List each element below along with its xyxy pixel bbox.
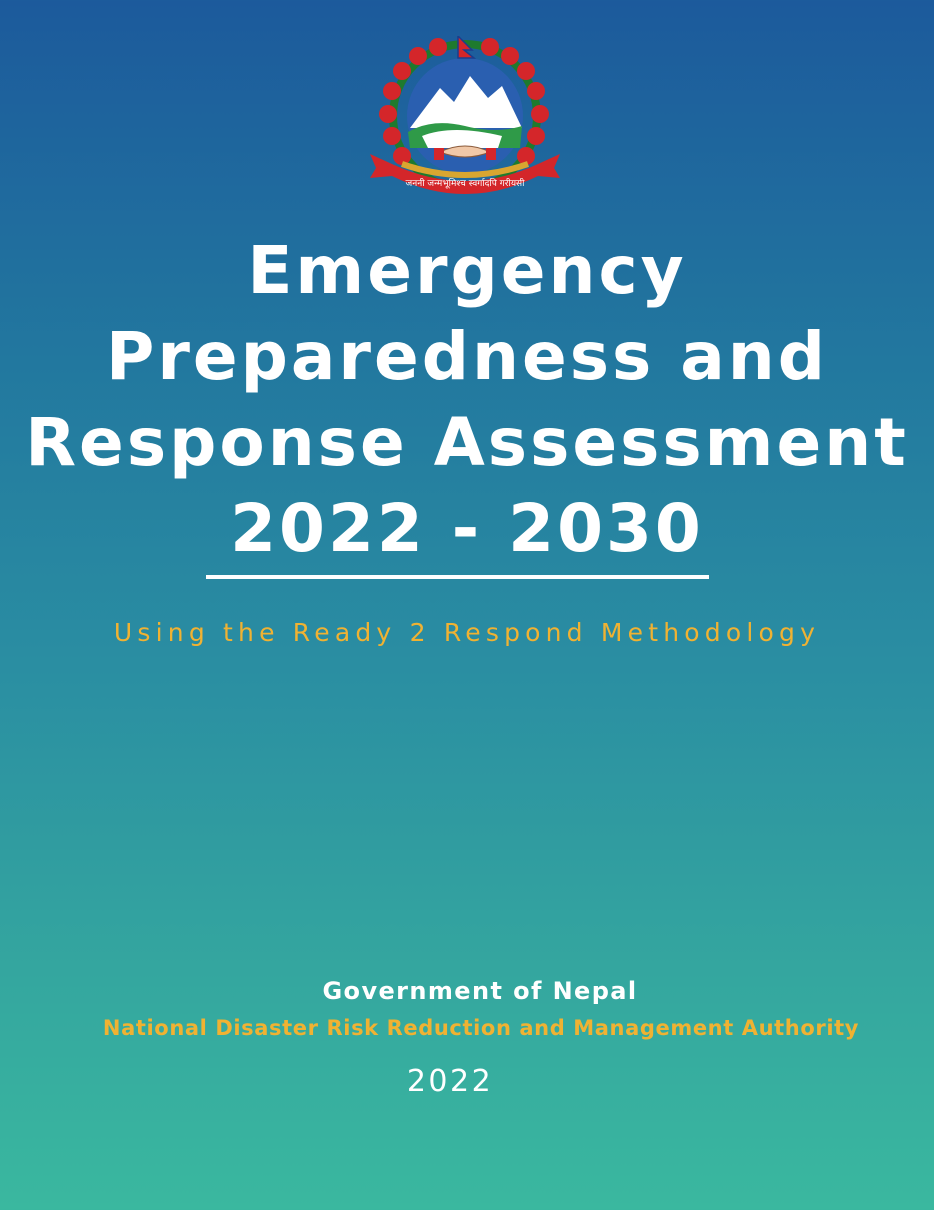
svg-text:जननी जन्मभूमिश्च स्वर्गादपि गर: जननी जन्मभूमिश्च स्वर्गादपि गरीयसी — [405, 179, 525, 189]
government-name: Government of Nepal — [322, 977, 638, 1005]
authority-name: National Disaster Risk Reduction and Management Authority — [102, 1016, 860, 1040]
nepal-coat-of-arms-icon — [362, 36, 568, 206]
report-subtitle: Using the Ready 2 Respond Methodology — [113, 618, 821, 647]
report-title — [0, 228, 934, 572]
title-line-4: 2022 - 2030 — [230, 490, 704, 567]
publication-year: 2022 — [406, 1064, 494, 1099]
title-line-2: Preparedness and — [105, 318, 829, 395]
title-line-3: Response Assessment — [25, 404, 909, 481]
title-line-1: Emergency — [247, 232, 687, 309]
title-underline-divider — [206, 575, 709, 579]
